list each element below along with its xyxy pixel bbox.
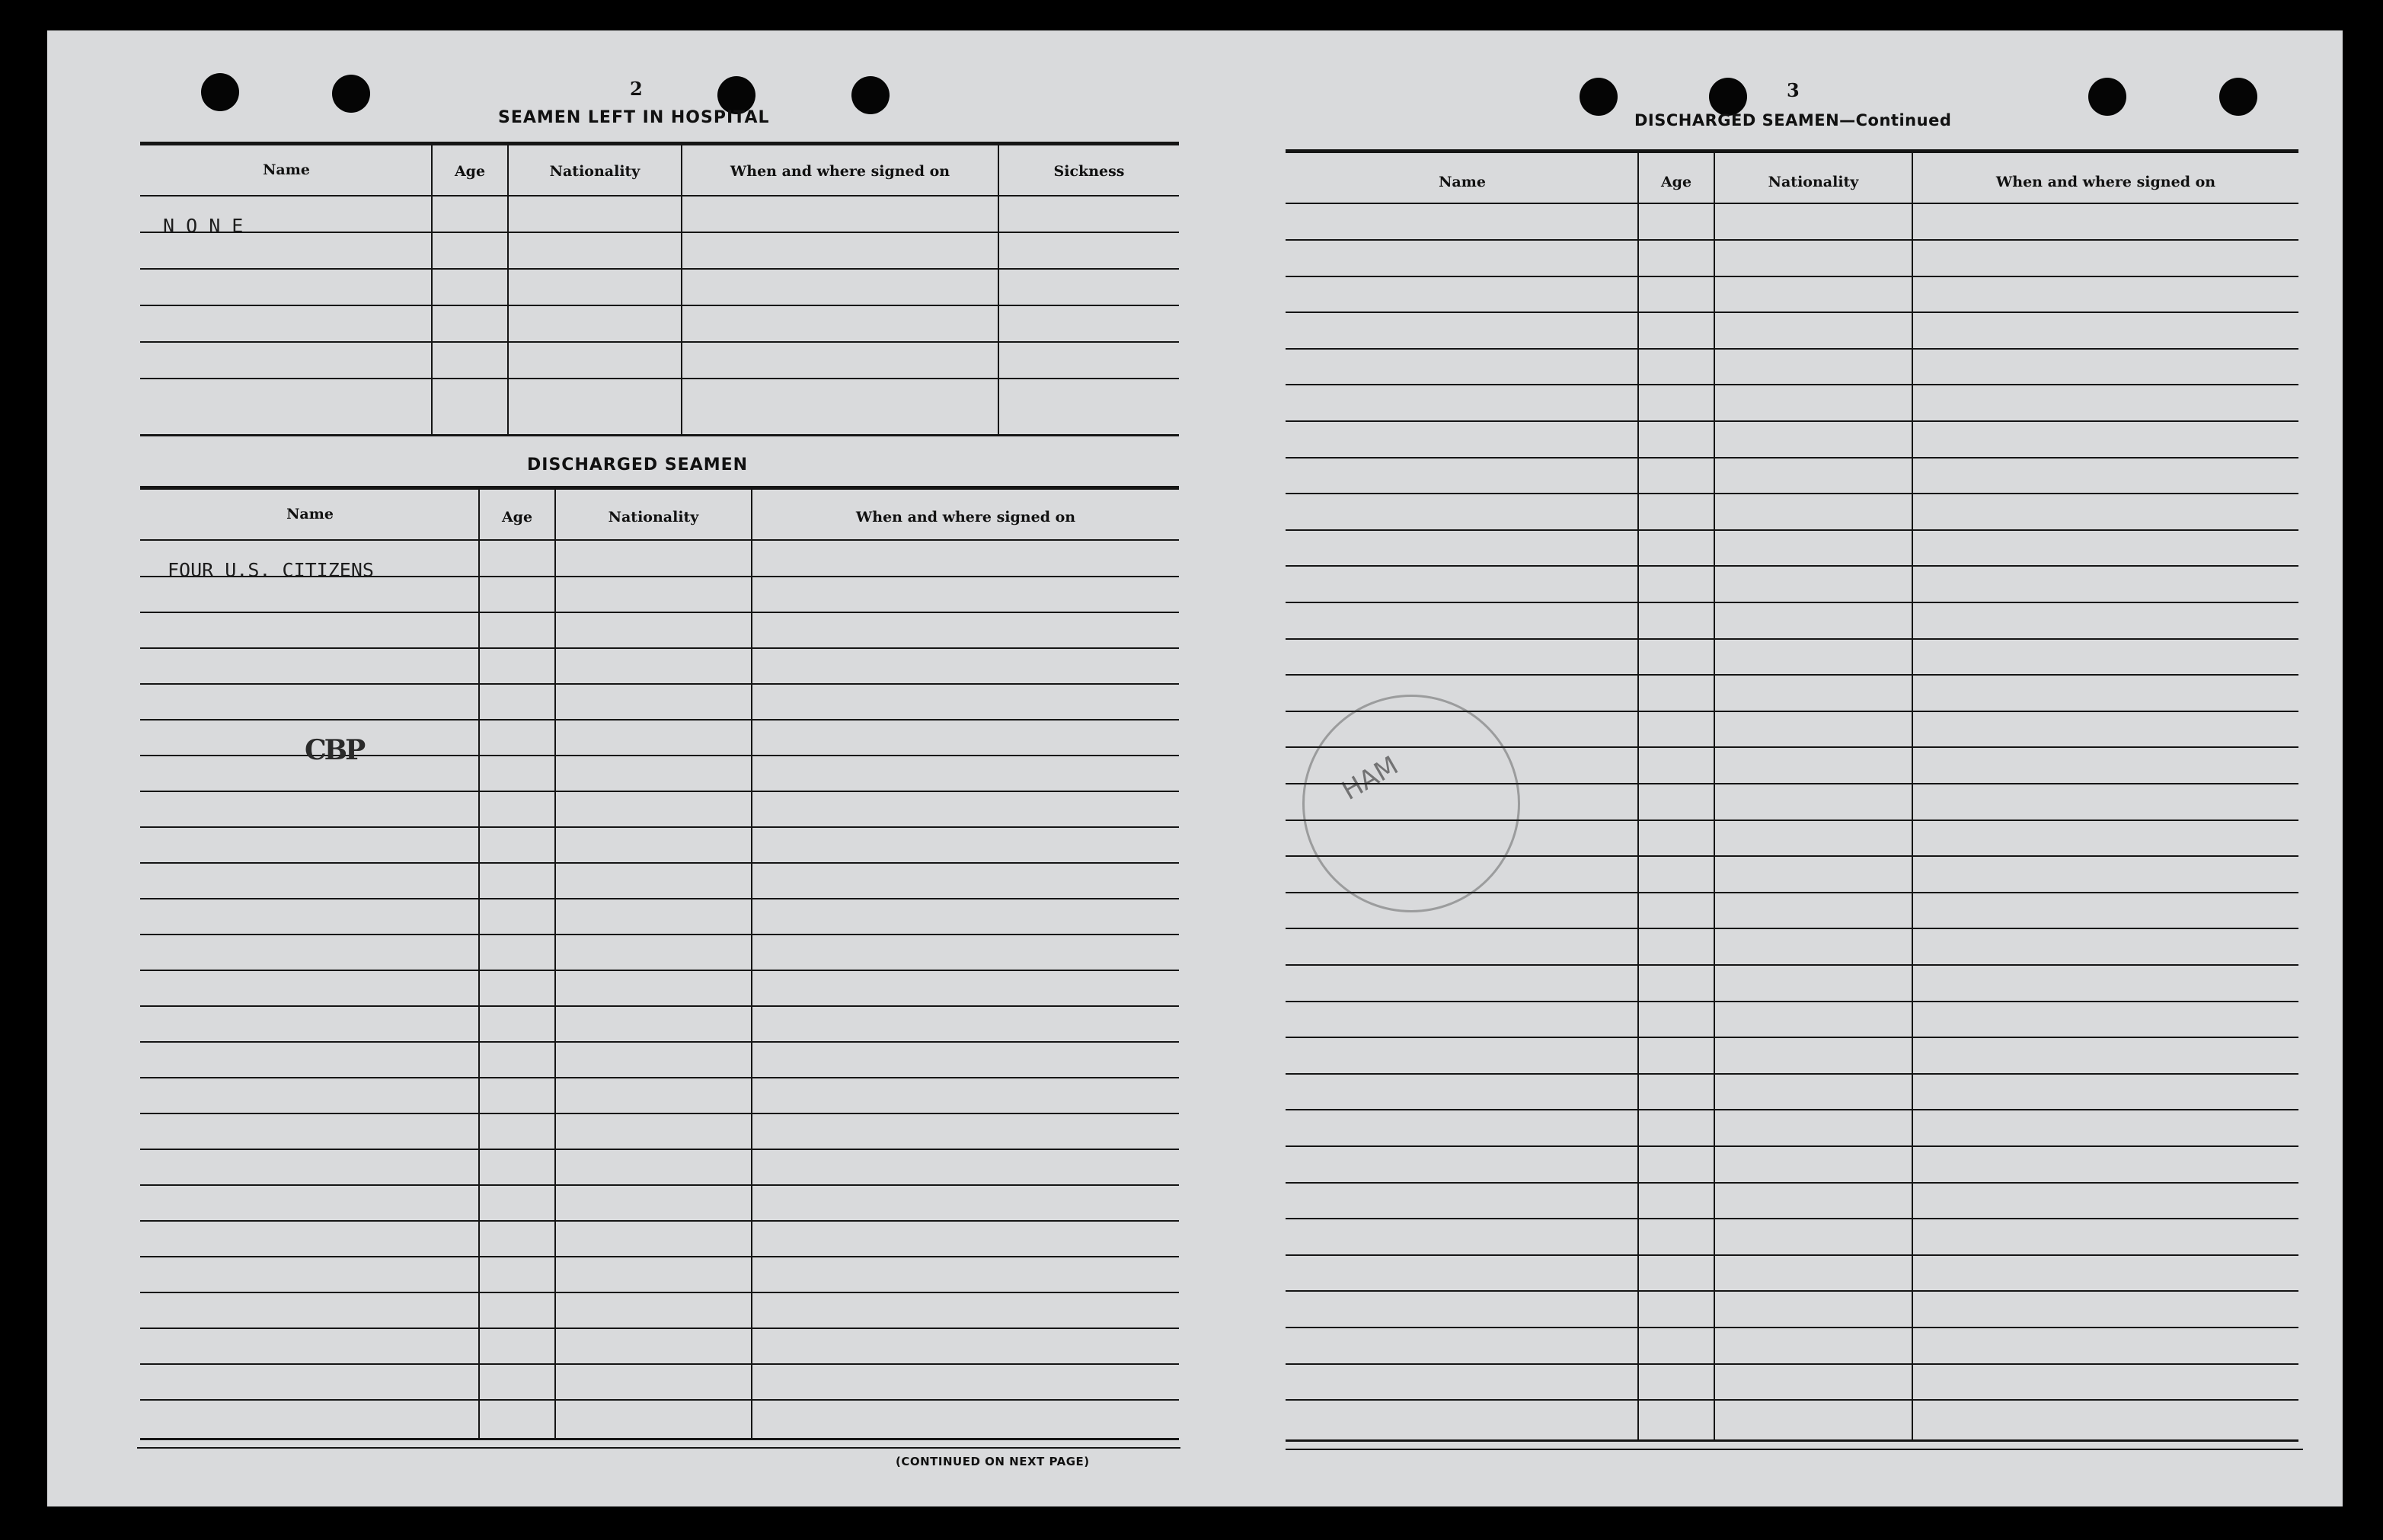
row-rule [1286,565,2298,567]
discharged-entry: FOUR U.S. CITIZENS [168,559,374,581]
row-rule [140,1077,1179,1078]
row-rule [1286,1145,2298,1147]
row-rule [1286,348,2298,350]
col-header-age: Age [501,509,533,526]
row-rule [1286,964,2298,966]
row-rule [1286,276,2298,277]
punch-hole [201,73,239,111]
page-number: 3 [1787,79,1800,101]
hospital-section-title: SEAMEN LEFT IN HOSPITAL [498,108,770,127]
row-rule [140,934,1179,935]
row-rule [140,1399,1179,1401]
row-rule [140,1005,1179,1007]
row-rule [1286,239,2298,241]
col-header-signed-on: When and where signed on [855,509,1076,526]
row-rule [1286,457,2298,458]
row-rule [1286,1218,2298,1219]
row-rule [140,719,1179,720]
punch-hole [2088,78,2126,116]
punch-hole [332,75,370,113]
row-rule [1286,529,2298,531]
row-rule [140,1149,1179,1150]
row-rule [1286,638,2298,640]
row-rule [140,791,1179,792]
col-header-name: Name [286,506,334,522]
row-rule [140,1041,1179,1043]
col-header-nationality: Nationality [1768,174,1859,190]
row-rule [1286,1073,2298,1075]
hospital-entry: N O N E [163,215,244,237]
col-header-age: Age [454,163,486,180]
discharged-section-title: DISCHARGED SEAMEN [527,455,749,474]
row-rule [140,1292,1179,1293]
row-rule [1286,1290,2298,1292]
row-rule [140,647,1179,649]
stamp-text: HAM [1337,750,1404,807]
faded-stamp [1302,695,1520,912]
col-header-nationality: Nationality [608,509,699,526]
left-page [47,30,1205,1506]
row-rule [1286,1399,2298,1401]
punch-hole [2219,78,2257,116]
discharged-continued-title: DISCHARGED SEAMEN—Continued [1634,111,1952,129]
row-rule [1286,928,2298,929]
col-header-nationality: Nationality [549,163,640,180]
row-rule [140,1184,1179,1186]
row-rule [1286,1109,2298,1110]
punch-hole [1580,78,1618,116]
row-rule [140,612,1179,613]
row-rule [1286,674,2298,676]
col-header-age: Age [1660,174,1692,190]
row-rule [140,1363,1179,1365]
col-header-name: Name [263,161,310,178]
row-rule [140,1113,1179,1114]
col-header-signed-on: When and where signed on [1995,174,2216,190]
row-rule [1286,420,2298,422]
row-rule [140,898,1179,899]
punch-hole [1709,78,1747,116]
row-rule [140,970,1179,971]
row-rule [1286,1254,2298,1256]
right-page [1203,30,2343,1506]
row-rule [140,755,1179,756]
row-rule [1286,312,2298,313]
col-header-signed-on: When and where signed on [730,163,950,180]
row-rule [1286,1182,2298,1184]
row-rule [1286,493,2298,494]
continued-note: (CONTINUED ON NEXT PAGE) [896,1455,1090,1468]
row-rule [1286,1037,2298,1038]
row-rule [1286,602,2298,603]
row-rule [140,826,1179,828]
punch-hole [851,76,890,114]
row-rule [140,862,1179,864]
row-rule [140,1220,1179,1222]
col-header-name: Name [1439,174,1486,190]
row-rule [1286,1363,2298,1365]
row-rule [1286,1001,2298,1002]
row-rule [1286,384,2298,385]
row-rule [140,683,1179,685]
col-header-sickness: Sickness [1053,163,1125,180]
page-number: 2 [630,78,643,100]
handwritten-initials: CBP [305,734,364,766]
row-rule [1286,1327,2298,1328]
row-rule [140,1328,1179,1329]
row-rule [140,1256,1179,1257]
